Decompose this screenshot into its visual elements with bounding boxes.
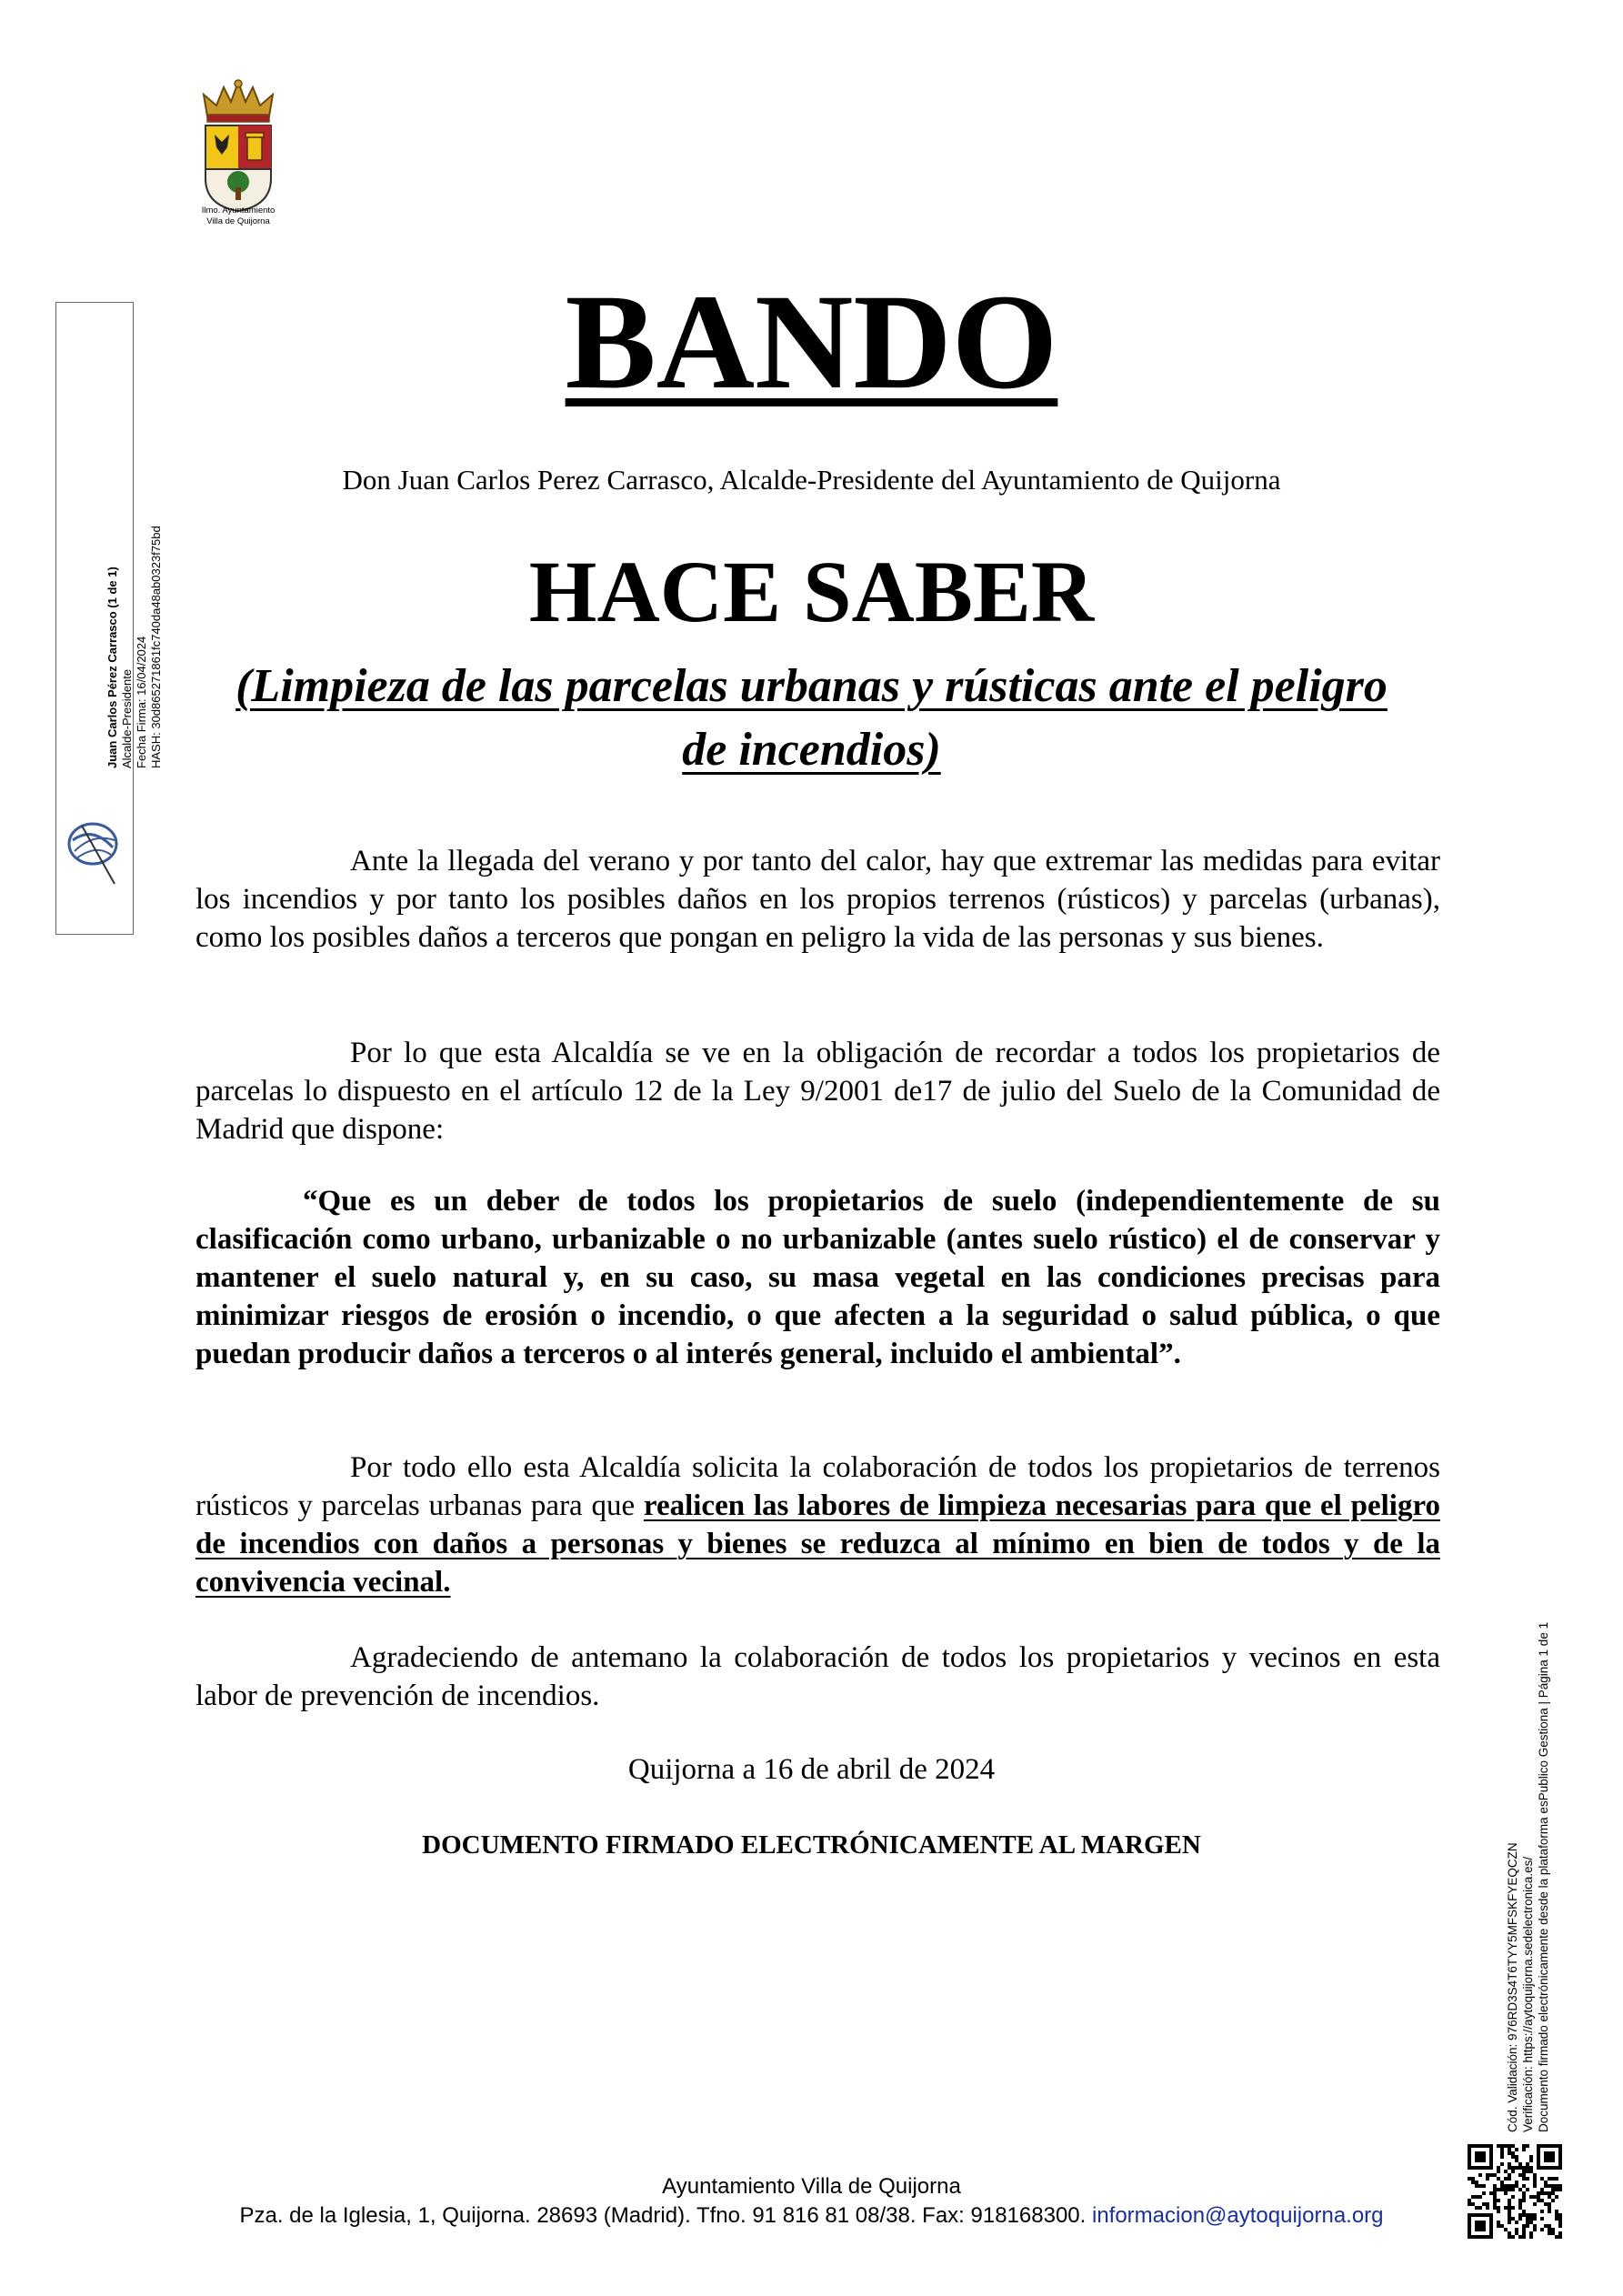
document-title: BANDO [565,266,1058,417]
legal-quote [195,1182,1440,1373]
footer-name: Ayuntamiento Villa de Quijorna [662,2174,961,2199]
paragraph-1-text: Ante la llegada del verano y por tanto del calor, hay que extremar las medidas para evitar los incendios y por tanto los posibles daños en los propios terrenos (rústicos) y parcelas (urbanas), como los posibles daños a terceros que pongan en peligro la vida de las personas y sus bienes. [195,845,1440,954]
validation-code: Cód. Validación: 976RD3S4T6TYY5MFSKFYEQCZN [1506,1842,1519,2132]
legal-quote-text: “Que es un deber de todos los propietarios de suelo (independientemente de su clasificación como urbano, urbanizable o no urbanizable (antes suelo rústico) el de conservar y mantener el suelo natural y, en su caso, su masa vegetal en las condiciones precisas para minimizar riesgos de erosión o incendio, o que afecten a la seguridad o salud pública, o que puedan producir daños a terceros o al interés general, incluido el ambiental”. [195,1185,1440,1370]
footer-address-line [0,2202,1623,2230]
paragraph-1 [195,842,1440,957]
paragraph-4 [195,1449,1440,1601]
signer-name: Juan Carlos Pérez Carrasco (1 de 1) [105,566,119,768]
crest-caption-line1: Ilmo. Ayuntamiento [201,206,276,216]
paragraph-2-text: Por lo que esta Alcaldía se ve en la obligación de recordar a todos los propietarios de parcelas lo dispuesto en el artículo 12 de la Ley 9/2001 de17 de julio del Suelo de la Comunidad de Madrid que dispone: [195,1037,1440,1146]
paragraph-4-emphasis: realicen las labores de limpieza necesarias para que el peligro de incendios con daños a personas y bienes se reduzca al mínimo en bien de todos y de la convivencia vecinal. [195,1489,1440,1599]
crest-caption-line2: Villa de Quijorna [206,216,270,226]
date-line: Quijorna a 16 de abril de 2024 [627,1753,996,1786]
signature-hash: HASH: 30d865271861fc740da48ab0323f75bd [149,526,163,768]
paragraph-5-text: Agradeciendo de antemano la colaboración de todos los propietarios y vecinos en esta labor de prevención de incendios. [195,1641,1440,1712]
signature-date: Fecha Firma: 16/04/2024 [135,636,148,768]
municipal-crest-logo [195,78,282,224]
platform-note: Documento firmado electrónicamente desde la plataforma esPublico Gestiona | Página 1 de 1 [1537,1621,1550,2132]
signature-stamp-icon [60,807,129,889]
signed-note: DOCUMENTO FIRMADO ELECTRÓNICAMENTE AL MARGEN [422,1830,1201,1860]
issuer-line: Don Juan Carlos Perez Carrasco, Alcalde-Presidente del Ayuntamiento de Quijorna [342,464,1281,496]
footer-email-link[interactable]: informacion@aytoquijorna.org [1091,2203,1384,2228]
paragraph-2 [195,1034,1440,1148]
topic-heading: (Limpieza de las parcelas urbanas y rústicas ante el peligro de incendios) [235,660,1388,776]
paragraph-5 [195,1639,1440,1715]
crest-caption [178,206,298,227]
signer-role: Alcalde-Presidente [120,668,134,768]
main-heading: HACE SABER [528,543,1095,640]
footer-address: Pza. de la Iglesia, 1, Quijorna. 28693 (Madrid). Tfno. 91 816 81 08/38. Fax: 918168300. [239,2203,1087,2228]
paragraph-4-text: Por todo ello esta Alcaldía solicita la colaboración de todos los propietarios de terrenos rústicos y parcelas urbanas para que [195,1451,1440,1522]
verification-url: Verificación: https://aytoquijorna.sedelectronica.es/ [1521,1856,1535,2132]
